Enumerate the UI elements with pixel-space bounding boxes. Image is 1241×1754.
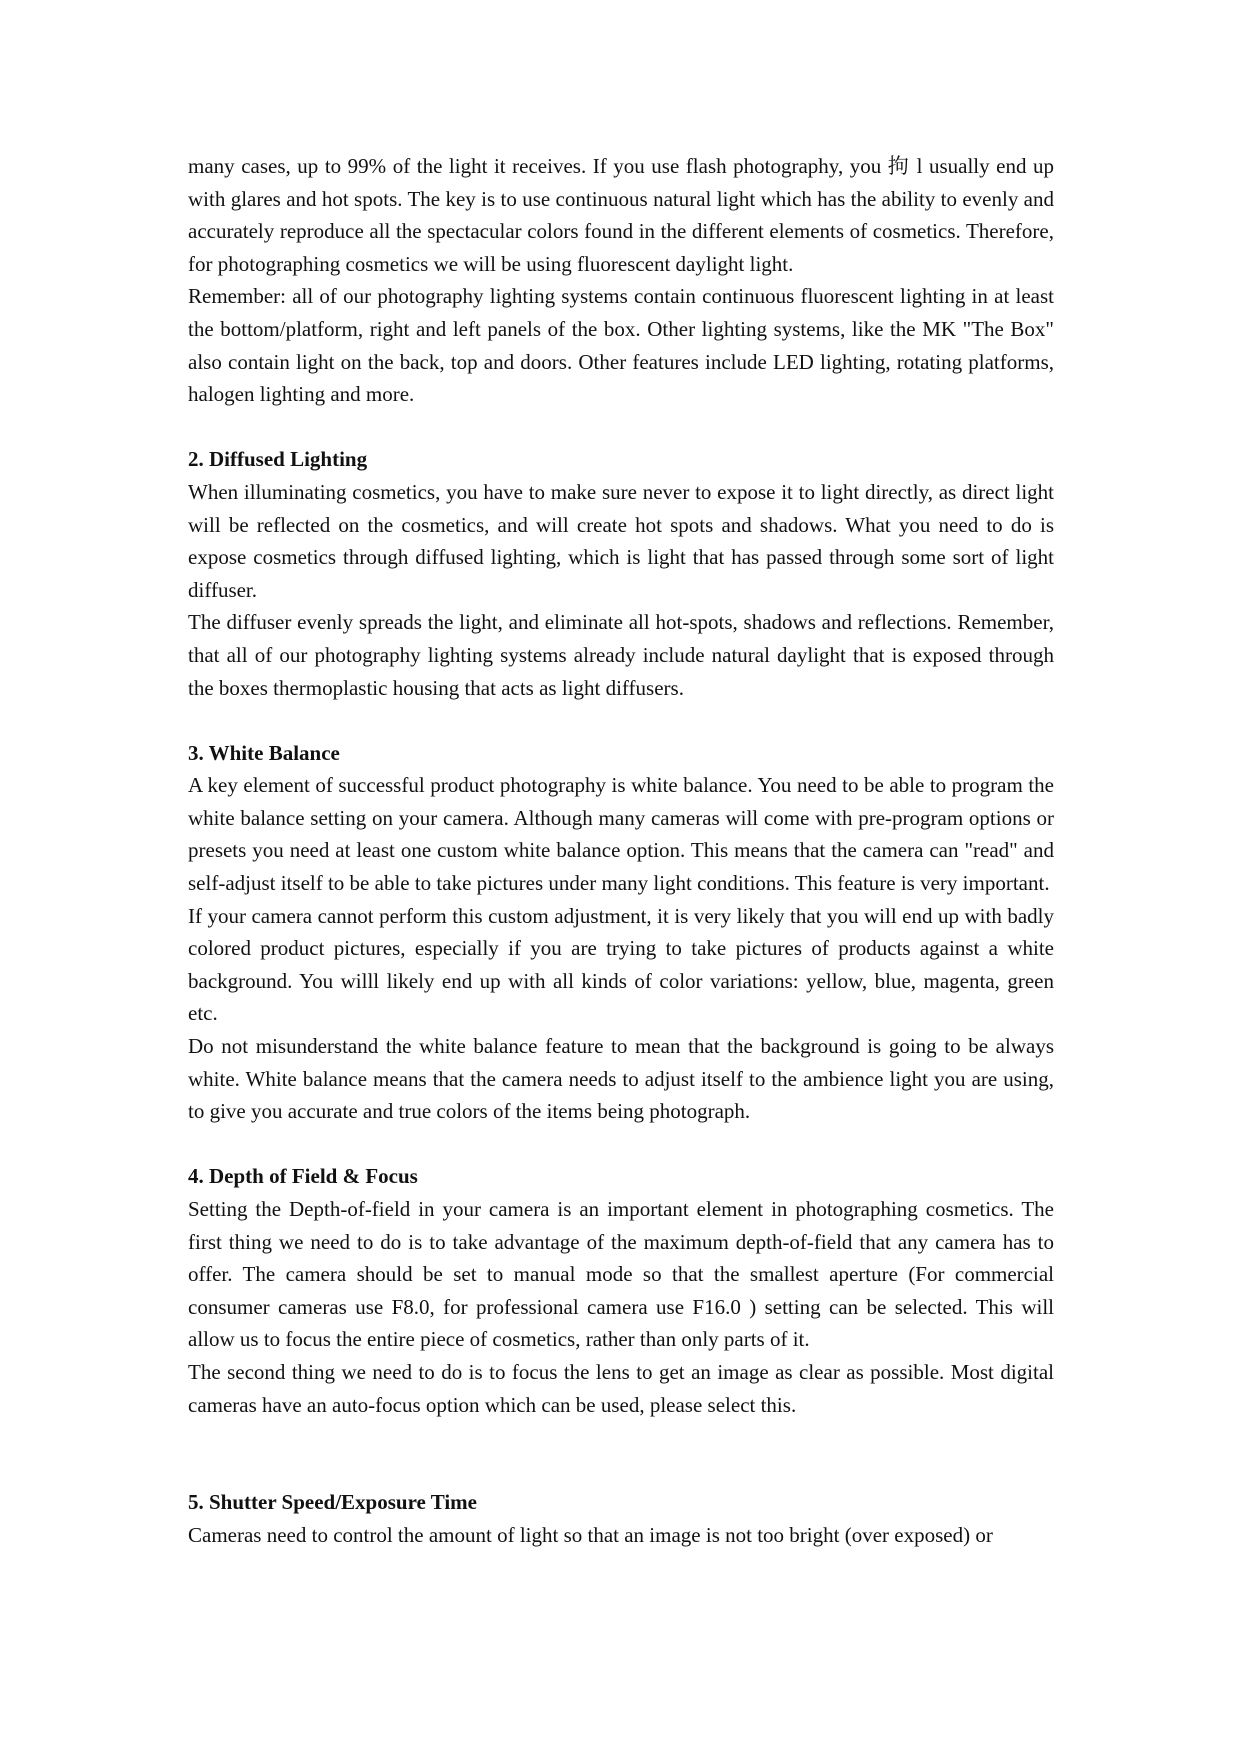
spacer: [188, 704, 1054, 737]
section-paragraph: When illuminating cosmetics, you have to make sure never to expose it to light directly, as direct light will be reflected on the cosmetics, and will create hot spots and shadows. What you need to do is expose cosmetics through diffused lighting, which is light that has passed through some sort of light diffuser.: [188, 479, 1054, 602]
intro-paragraph-2: Remember: all of our photography lighting systems contain continuous fluorescent lighting in at least the bottom/platform, right and left panels of the box. Other lighting systems, like the MK "The Box" also contain light on the back, top and doors. Other features include LED lighting, rotating platforms, halogen lighting and more.: [188, 284, 1054, 407]
section-white-balance: [188, 737, 1054, 1128]
section-paragraph: Cameras need to control the amount of light so that an image is not too bright (over exposed) or: [188, 1522, 993, 1547]
section-shutter-speed: [188, 1486, 1054, 1551]
section-diffused-lighting: [188, 443, 1054, 704]
section-heading: 5. Shutter Speed/Exposure Time: [188, 1490, 477, 1515]
section-heading: 2. Diffused Lighting: [188, 447, 368, 472]
intro-paragraph-1: many cases, up to 99% of the light it receives. If you use flash photography, you 拘 l usually end up with glares and hot spots. The key is to use continuous natural light which has the ability to evenly and accurately reproduce all the spectacular colors found in the different elements of cosmetics. Therefore, for photographing cosmetics we will be using fluorescent daylight light.: [188, 154, 1054, 276]
document-page: [188, 150, 1054, 1551]
spacer: [188, 1128, 1054, 1161]
section-heading: 3. White Balance: [188, 740, 340, 765]
section-heading: 4. Depth of Field & Focus: [188, 1164, 418, 1189]
section-paragraph: The diffuser evenly spreads the light, and eliminate all hot-spots, shadows and reflections. Remember, that all of our photography lighting systems already include natural daylight that is exposed through the boxes thermoplastic housing that acts as light diffusers.: [188, 610, 1054, 700]
spacer: [188, 1421, 1054, 1486]
section-paragraph: The second thing we need to do is to focus the lens to get an image as clear as possible. Most digital cameras have an auto-focus option which can be used, please select this.: [188, 1359, 1054, 1417]
section-paragraph: A key element of successful product photography is white balance. You need to be able to program the white balance setting on your camera. Although many cameras will come with pre-program options or presets you need at least one custom white balance option. This means that the camera can "read" and self-adjust itself to be able to take pictures under many light conditions. This feature is very important.: [188, 773, 1054, 896]
section-paragraph: If your camera cannot perform this custom adjustment, it is very likely that you will end up with badly colored product pictures, especially if you are trying to take pictures of products against a white background. You willl likely end up with all kinds of color variations: yellow, blue, magenta, green etc.: [188, 903, 1054, 1026]
section-depth-of-field: [188, 1160, 1054, 1421]
spacer: [188, 411, 1054, 444]
section-paragraph: Setting the Depth-of-field in your camera is an important element in photographing cosmetics. The first thing we need to do is to take advantage of the maximum depth-of-field that any camera has to offer. The camera should be set to manual mode so that the smallest aperture (For commercial consumer cameras use F8.0, for professional camera use F16.0 ) setting can be selected. This will allow us to focus the entire piece of cosmetics, rather than only parts of it.: [188, 1197, 1054, 1352]
section-paragraph: Do not misunderstand the white balance feature to mean that the background is going to be always white. White balance means that the camera needs to adjust itself to the ambience light you are using, to give you accurate and true colors of the items being photograph.: [188, 1034, 1054, 1124]
